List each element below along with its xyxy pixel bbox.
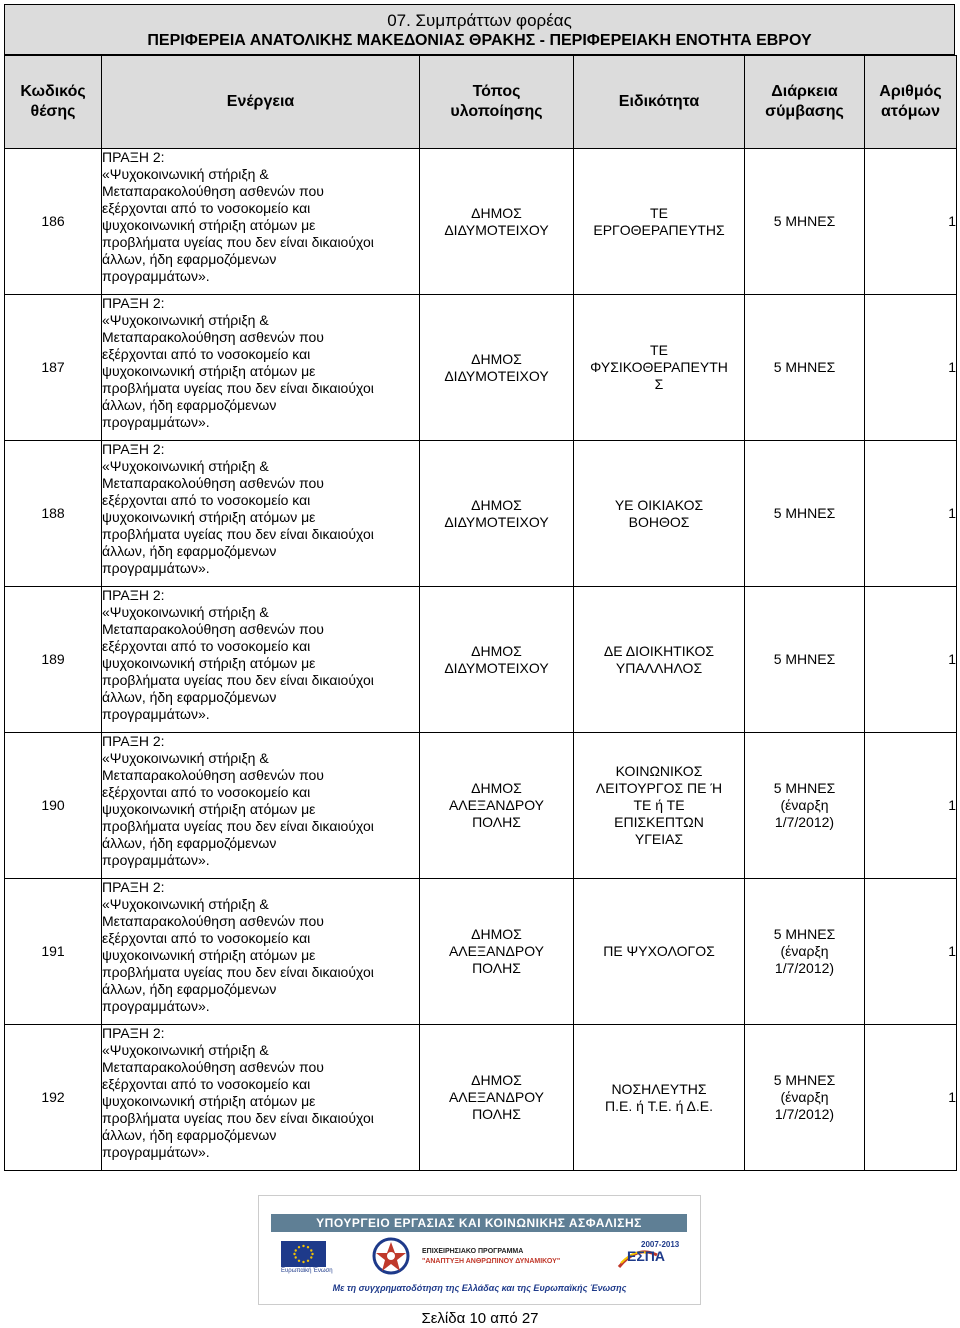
table-row (5, 149, 957, 295)
cell-line: εξέρχονται από το νοσοκομείο και (102, 1076, 311, 1092)
table-row (5, 879, 957, 1025)
location-cell (420, 587, 574, 733)
cell-line: προβλήματα υγείας που δεν είναι δικαιούχοι (102, 526, 374, 542)
cell-line: προβλήματα υγείας που δεν είναι δικαιούχοι (102, 234, 374, 250)
duration-cell (745, 295, 865, 441)
ministry-banner: ΥΠΟΥΡΓΕΙΟ ΕΡΓΑΣΙΑΣ ΚΑΙ ΚΟΙΝΩΝΙΚΗΣ ΑΣΦΑΛΙΣΗΣ (271, 1214, 687, 1232)
cell-line: ΠΡΑΞΗ 2: (102, 733, 165, 749)
cell-line: 1/7/2012) (774, 1106, 835, 1122)
specialty-cell (574, 149, 745, 295)
cell-line: ΛΕΙΤΟΥΡΓΟΣ ΠΕ Ή (595, 780, 723, 796)
cell-line: 5 ΜΗΝΕΣ (773, 651, 836, 667)
cell-line: ψυχοκοινωνική στήριξη ατόμων με (102, 947, 316, 963)
duration-cell (745, 1025, 865, 1171)
cell-line: άλλων, ήδη εφαρμοζόμενων (102, 835, 277, 851)
table-row (5, 295, 957, 441)
table-row (5, 587, 957, 733)
cell-line: προβλήματα υγείας που δεν είναι δικαιούχοι (102, 380, 374, 396)
count-cell: 1 (865, 733, 957, 879)
position-code-cell: 186 (5, 149, 102, 295)
cell-line: ΔΗΜΟΣ (471, 642, 522, 659)
cell-line: Μεταπαρακολούθηση ασθενών που (102, 329, 324, 345)
cell-line: Αριθμός (879, 83, 942, 100)
cell-line: Ενέργεια (226, 93, 295, 110)
table-row (5, 733, 957, 879)
cell-line: Π.Ε. ή Τ.Ε. ή Δ.Ε. (605, 1097, 713, 1114)
cell-line: σύμβασης (765, 103, 844, 120)
cell-line: ψυχοκοινωνική στήριξη ατόμων με (102, 801, 316, 817)
cell-line: ΦΥΣΙΚΟΘΕΡΑΠΕΥΤΗ (590, 359, 728, 375)
count-cell: 1 (865, 441, 957, 587)
cell-line: ΔΗΜΟΣ (471, 926, 522, 942)
cell-line: ΑΛΕΞΑΝΔΡΟΥ (448, 797, 545, 813)
cell-line: 5 ΜΗΝΕΣ (773, 780, 836, 796)
program-label-2: "ΑΝΑΠΤΥΞΗ ΑΝΘΡΩΠΙΝΟΥ ΔΥΝΑΜΙΚΟΥ" (422, 1258, 561, 1265)
cell-line: ΔΗΜΟΣ (471, 496, 522, 513)
table-header-row (5, 56, 957, 149)
location-cell (420, 733, 574, 879)
cell-line: «Ψυχοκοινωνική στήριξη & (102, 166, 269, 182)
cell-line: (έναρξη (780, 797, 829, 813)
count-cell: 1 (865, 149, 957, 295)
position-code-cell: 190 (5, 733, 102, 879)
cell-line: ψυχοκοινωνική στήριξη ατόμων με (102, 1093, 316, 1109)
cell-line: εξέρχονται από το νοσοκομείο και (102, 784, 311, 800)
location-cell (420, 1025, 574, 1171)
cell-line: Μεταπαρακολούθηση ασθενών που (102, 767, 324, 783)
cell-line: άλλων, ήδη εφαρμοζόμενων (102, 543, 277, 559)
cell-line: (έναρξη (780, 1089, 829, 1105)
count-cell: 1 (865, 879, 957, 1025)
cell-line: «Ψυχοκοινωνική στήριξη & (102, 1042, 269, 1058)
table-row (5, 1025, 957, 1171)
cell-line: ΥΓΕΙΑΣ (634, 831, 684, 847)
cell-line: ΚΟΙΝΩΝΙΚΟΣ (615, 763, 703, 779)
location-cell (420, 441, 574, 587)
cell-line: Μεταπαρακολούθηση ασθενών που (102, 183, 324, 199)
action-cell (102, 441, 420, 587)
cell-line: Κωδικός (20, 83, 86, 100)
cell-line: 5 ΜΗΝΕΣ (773, 926, 836, 942)
cell-line: ΠΡΑΞΗ 2: (102, 587, 165, 603)
cell-line: Μεταπαρακολούθηση ασθενών που (102, 475, 324, 491)
cell-line: εξέρχονται από το νοσοκομείο και (102, 200, 311, 216)
page-number: Σελίδα 10 από 27 (421, 1310, 539, 1327)
header-count (865, 56, 957, 149)
count-cell: 1 (865, 587, 957, 733)
cell-line: προγραμμάτων». (102, 560, 210, 576)
cell-line: ΕΠΙΣΚΕΠΤΩΝ (614, 814, 704, 830)
cell-line: προβλήματα υγείας που δεν είναι δικαιούχοι (102, 818, 374, 834)
cell-line: προγραμμάτων». (102, 706, 210, 722)
espa-years: 2007-2013 (641, 1240, 680, 1249)
position-code-cell: 191 (5, 879, 102, 1025)
cell-line: εξέρχονται από το νοσοκομείο και (102, 492, 311, 508)
cell-line: εξέρχονται από το νοσοκομείο και (102, 346, 311, 362)
cell-line: ΠΡΑΞΗ 2: (102, 879, 165, 895)
cell-line: 1/7/2012) (774, 960, 835, 976)
cell-line: ψυχοκοινωνική στήριξη ατόμων με (102, 509, 316, 525)
duration-cell (745, 733, 865, 879)
cell-line: Ειδικότητα (618, 93, 700, 110)
cell-line: ψυχοκοινωνική στήριξη ατόμων με (102, 363, 316, 379)
cell-line: ψυχοκοινωνική στήριξη ατόμων με (102, 217, 316, 233)
cofunding-statement: Με τη συγχρηματοδότηση της Ελλάδας και της Ευρωπαϊκής Ένωσης (332, 1283, 627, 1293)
action-cell (102, 587, 420, 733)
espa-name: ΕΣΠΑ (627, 1248, 665, 1264)
program-star-icon (371, 1236, 411, 1276)
specialty-cell (574, 1025, 745, 1171)
cell-line: προβλήματα υγείας που δεν είναι δικαιούχοι (102, 964, 374, 980)
cell-line: προγραμμάτων». (102, 1144, 210, 1160)
cell-line: «Ψυχοκοινωνική στήριξη & (102, 750, 269, 766)
cell-line: ΠΟΛΗΣ (472, 814, 521, 830)
cell-line: ΔΗΜΟΣ (471, 204, 522, 221)
cell-line: ΔΙΔΥΜΟΤΕΙΧΟΥ (444, 221, 549, 238)
cell-line: 5 ΜΗΝΕΣ (773, 505, 836, 521)
cell-line: άλλων, ήδη εφαρμοζόμενων (102, 397, 277, 413)
cell-line: 1/7/2012) (774, 814, 835, 830)
cell-line: ΠΡΑΞΗ 2: (102, 149, 165, 165)
cell-line: ΥΕ ΟΙΚΙΑΚΟΣ (614, 496, 704, 513)
cell-line: Μεταπαρακολούθηση ασθενών που (102, 1059, 324, 1075)
cell-line: άλλων, ήδη εφαρμοζόμενων (102, 981, 277, 997)
cell-line: εξέρχονται από το νοσοκομείο και (102, 930, 311, 946)
cell-line: ΒΟΗΘΟΣ (628, 513, 690, 530)
position-code-cell: 192 (5, 1025, 102, 1171)
cell-line: ΤΕ (650, 204, 668, 221)
cell-line: ΔΙΔΥΜΟΤΕΙΧΟΥ (444, 367, 549, 384)
cell-line: ψυχοκοινωνική στήριξη ατόμων με (102, 655, 316, 671)
duration-cell (745, 879, 865, 1025)
cell-line: ΑΛΕΞΑΝΔΡΟΥ (448, 1089, 545, 1105)
action-cell (102, 879, 420, 1025)
cofunding-logo-banner (258, 1195, 701, 1305)
header-specialty (574, 56, 745, 149)
count-cell: 1 (865, 295, 957, 441)
header-action (102, 56, 420, 149)
positions-table (4, 55, 957, 1171)
location-cell (420, 295, 574, 441)
cell-line: ΠΡΑΞΗ 2: (102, 1025, 165, 1041)
header-duration (745, 56, 865, 149)
action-cell (102, 733, 420, 879)
specialty-cell (574, 733, 745, 879)
eu-label: Ευρωπαϊκή Ένωση (281, 1268, 333, 1274)
cell-line: Διάρκεια (771, 83, 838, 100)
cell-line: ΤΕ ή ΤΕ (633, 797, 685, 813)
specialty-cell (574, 441, 745, 587)
cell-line: «Ψυχοκοινωνική στήριξη & (102, 458, 269, 474)
specialty-cell (574, 879, 745, 1025)
cell-line: 5 ΜΗΝΕΣ (773, 213, 836, 229)
document-title-block (4, 4, 955, 55)
cell-line: ΔΗΜΟΣ (471, 350, 522, 367)
cell-line: άλλων, ήδη εφαρμοζόμενων (102, 689, 277, 705)
specialty-cell (574, 587, 745, 733)
position-code-cell: 187 (5, 295, 102, 441)
cell-line: «Ψυχοκοινωνική στήριξη & (102, 896, 269, 912)
eu-flag-icon (281, 1241, 326, 1267)
cell-line: «Ψυχοκοινωνική στήριξη & (102, 604, 269, 620)
cell-line: ΠΟΛΗΣ (472, 1106, 521, 1122)
cell-line: Τόπος (472, 83, 521, 100)
duration-cell (745, 587, 865, 733)
cell-line: εξέρχονται από το νοσοκομείο και (102, 638, 311, 654)
cell-line: 5 ΜΗΝΕΣ (773, 1072, 836, 1088)
cell-line: θέσης (30, 103, 76, 120)
cell-line: ΔΙΔΥΜΟΤΕΙΧΟΥ (444, 659, 549, 676)
action-cell (102, 1025, 420, 1171)
action-cell (102, 149, 420, 295)
cell-line: ΔΗΜΟΣ (471, 780, 522, 796)
cell-line: άλλων, ήδη εφαρμοζόμενων (102, 1127, 277, 1143)
cell-line: προγραμμάτων». (102, 268, 210, 284)
position-code-cell: 188 (5, 441, 102, 587)
header-code (5, 56, 102, 149)
count-cell: 1 (865, 1025, 957, 1171)
cell-line: ΝΟΣΗΛΕΥΤΗΣ (611, 1080, 707, 1097)
cell-line: ΔΗΜΟΣ (471, 1072, 522, 1088)
cell-line: ΔΙΔΥΜΟΤΕΙΧΟΥ (444, 513, 549, 530)
program-label-1: ΕΠΙΧΕΙΡΗΣΙΑΚΟ ΠΡΟΓΡΑΜΜΑ (422, 1248, 524, 1255)
header-place (420, 56, 574, 149)
cell-line: Μεταπαρακολούθηση ασθενών που (102, 913, 324, 929)
cell-line: προγραμμάτων». (102, 852, 210, 868)
partner-title: 07. Συμπράττων φορέας (387, 11, 572, 30)
cell-line: Σ (654, 376, 664, 392)
cell-line: Μεταπαρακολούθηση ασθενών που (102, 621, 324, 637)
cell-line: άλλων, ήδη εφαρμοζόμενων (102, 251, 277, 267)
position-code-cell: 189 (5, 587, 102, 733)
cell-line: ΤΕ (650, 342, 668, 358)
table-body (5, 149, 957, 1171)
duration-cell (745, 441, 865, 587)
cell-line: ΕΡΓΟΘΕΡΑΠΕΥΤΗΣ (593, 221, 725, 238)
cell-line: προγραμμάτων». (102, 414, 210, 430)
cell-line: ΥΠΑΛΛΗΛΟΣ (615, 659, 703, 676)
cell-line: ΠΡΑΞΗ 2: (102, 441, 165, 457)
cell-line: υλοποίησης (450, 103, 543, 120)
cell-line: ΑΛΕΞΑΝΔΡΟΥ (448, 943, 545, 959)
cell-line: προβλήματα υγείας που δεν είναι δικαιούχοι (102, 672, 374, 688)
location-cell (420, 879, 574, 1025)
specialty-cell (574, 295, 745, 441)
cell-line: 5 ΜΗΝΕΣ (773, 359, 836, 375)
cell-line: προβλήματα υγείας που δεν είναι δικαιούχοι (102, 1110, 374, 1126)
cell-line: ΠΟΛΗΣ (472, 960, 521, 976)
cell-line: (έναρξη (780, 943, 829, 959)
cell-line: προγραμμάτων». (102, 998, 210, 1014)
location-cell (420, 149, 574, 295)
region-title: ΠΕΡΙΦΕΡΕΙΑ ΑΝΑΤΟΛΙΚΗΣ ΜΑΚΕΔΟΝΙΑΣ ΘΡΑΚΗΣ - ΠΕΡΙΦΕΡΕΙΑΚΗ ΕΝΟΤΗΤΑ ΕΒΡΟΥ (147, 32, 812, 49)
cell-line: ΔΕ ΔΙΟΙΚΗΤΙΚΟΣ (603, 642, 715, 659)
duration-cell (745, 149, 865, 295)
cell-line: ΠΡΑΞΗ 2: (102, 295, 165, 311)
cell-line: ατόμων (881, 103, 940, 120)
cell-line: «Ψυχοκοινωνική στήριξη & (102, 312, 269, 328)
action-cell (102, 295, 420, 441)
cell-line: ΠΕ ΨΥΧΟΛΟΓΟΣ (603, 943, 715, 959)
table-row (5, 441, 957, 587)
